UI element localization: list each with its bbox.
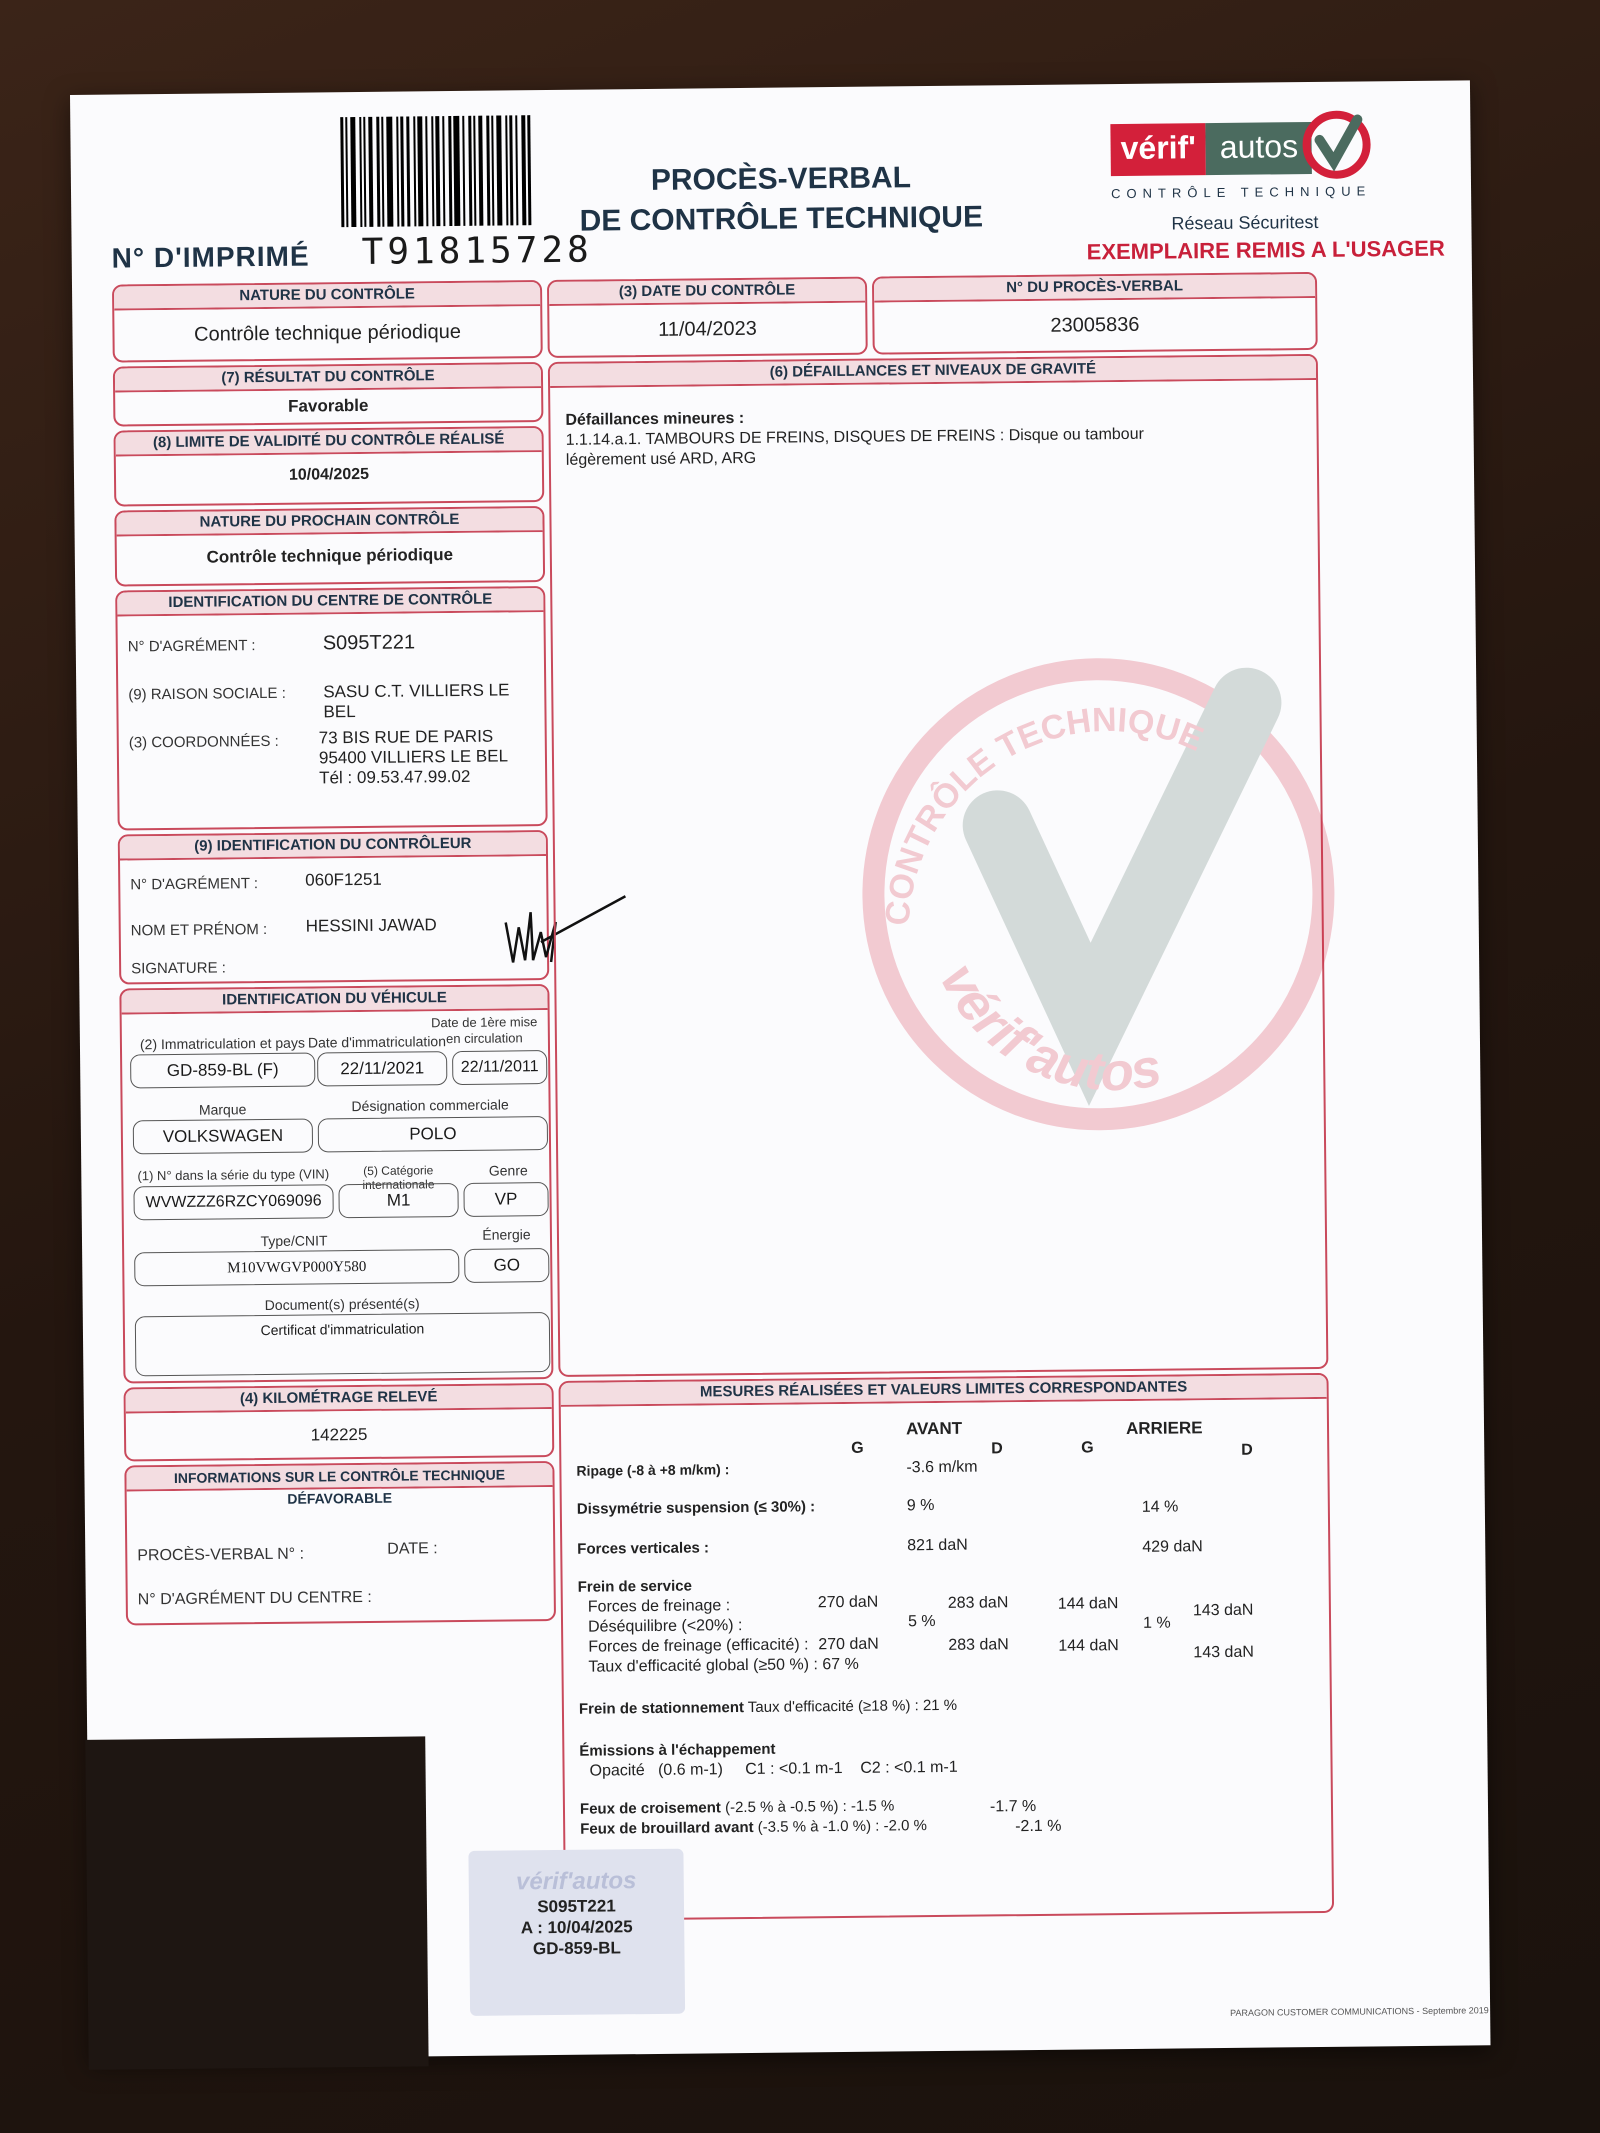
defavorable-box: INFORMATIONS SUR LE CONTRÔLE TECHNIQUE DÉFAVORABLE PROCÈS-VERBAL N° : DATE : N° D'AGRÉMENT DU CENTRE : <box>124 1461 556 1625</box>
documents-value: Certificat d'immatriculation <box>135 1312 551 1376</box>
limite-value: 10/04/2025 <box>288 465 370 484</box>
check-icon <box>1302 109 1373 180</box>
immat-value: GD-859-BL (F) <box>130 1052 315 1088</box>
imprime-label: N° D'IMPRIMÉ <box>111 240 310 274</box>
barcode <box>340 115 591 228</box>
nature-controle-value: Contrôle technique périodique <box>193 320 462 346</box>
num-pv-box: N° DU PROCÈS-VERBAL 23005836 <box>872 272 1318 355</box>
svg-text:CONTRÔLE TECHNIQUE: CONTRÔLE TECHNIQUE <box>878 700 1209 927</box>
date-circ-value: 22/11/2011 <box>452 1050 547 1085</box>
prochain-box: NATURE DU PROCHAIN CONTRÔLE Contrôle technique périodique <box>114 506 545 586</box>
designation-value: POLO <box>318 1116 548 1152</box>
resultat-value: Favorable <box>288 395 369 416</box>
cnit-value: M10VWGVP000Y580 <box>134 1249 459 1286</box>
genre-value: VP <box>463 1182 548 1217</box>
footer: PARAGON CUSTOMER COMMUNICATIONS - Septembre 2019 <box>1230 2005 1489 2018</box>
ripage-value: -3.6 m/km <box>906 1458 978 1477</box>
defaillance-line1: 1.1.14.a.1. TAMBOURS DE FREINS, DISQUES DE FREINS : Disque ou tambour <box>565 425 1144 449</box>
prochain-value: Contrôle technique périodique <box>206 545 454 567</box>
vin-value: WVWZZZ6RZCY069096 <box>133 1184 333 1220</box>
controleur-nom: HESSINI JAWAD <box>305 915 437 936</box>
centre-addr2: 95400 VILLIERS LE BEL <box>318 746 509 768</box>
kilometrage-box: (4) KILOMÉTRAGE RELEVÉ 142225 <box>124 1383 555 1461</box>
mesures-box: MESURES RÉALISÉES ET VALEURS LIMITES CORRESPONDANTES AVANT ARRIERE G D G D Ripage (-8 à +8 m/km) : -3.6 m/km Dissymétrie suspension (≤ 30%) : 9 % 14 % Forces verticales : 821 daN 429 daN Frein de service Forces de freinage : 270 daN 283 daN 144 daN 143 daN Déséquilibre (<20%) : 5 % 1 % Forces de freinage (efficacité) : 270 daN 283 daN 144 daN 143 daN Taux d'efficacité global (≥50 %) : 67 % Frein de stationnement Taux d'efficacité (≥18 %) : 21 % Émissions à l'échappement Opacité (0.6 m-1) C1 : <0.1 m-1 C2 : <0.1 m-1 Feux de croisement (-2.5 % à -0.5 %) : -1.5 % -1.7 % Feux de brouillard avant (-3.5 % à -1.0 %) : -2.0 % -2.1 % <box>558 1373 1334 1921</box>
svg-text:vérif'autos: vérif'autos <box>928 953 1166 1103</box>
date-controle-value: 11/04/2023 <box>658 317 757 341</box>
date-controle-box: (3) DATE DU CONTRÔLE 11/04/2023 <box>547 277 868 358</box>
centre-addr1: 73 BIS RUE DE PARIS <box>318 726 494 748</box>
energie-value: GO <box>464 1248 549 1283</box>
watermark-logo <box>846 642 1351 1147</box>
vehicule-box: IDENTIFICATION DU VÉHICULE (2) Immatriculation et pays Date d'immatriculation Date de 1ère mise en circulation GD-859-BL (F) 22/11/2021 22/11/2011 Marque Désignation commerciale VOLKSWAGEN POLO (1) N° dans la série du type (VIN) (5) Catégorie internationale Genre WVWZZZ6RZCY069096 M1 VP Type/CNIT Énergie M10VWGVP000Y580 GO Document(s) présenté(s) Certificat d'immatriculation <box>119 984 553 1383</box>
controleur-agrement: 060F1251 <box>305 869 382 890</box>
verif-autos-logo: vérif' autos CONTRÔLE TECHNIQUE <box>1110 101 1431 214</box>
page-title: PROCÈS-VERBAL DE CONTRÔLE TECHNIQUE <box>579 161 984 238</box>
imprime-number: T91815728 <box>361 229 593 273</box>
inspection-sticker: vérif'autos S095T221 A : 10/04/2025 GD-859-BL <box>468 1849 685 2016</box>
nature-controle-box: NATURE DU CONTRÔLE Contrôle technique périodique <box>112 280 543 362</box>
torn-corner <box>85 1736 428 2070</box>
exemplaire-label: EXEMPLAIRE REMIS A L'USAGER <box>1086 235 1445 265</box>
resultat-box: (7) RÉSULTAT DU CONTRÔLE Favorable <box>113 362 544 426</box>
categorie-value: M1 <box>338 1183 458 1218</box>
limite-box: (8) LIMITE DE VALIDITÉ DU CONTRÔLE RÉALISÉ 10/04/2025 <box>114 426 545 506</box>
defaillances-box: (6) DÉFAILLANCES ET NIVEAUX DE GRAVITÉ Défaillances mineures : 1.1.14.a.1. TAMBOURS DE FREINS, DISQUES DE FREINS : Disque ou tambour légèrement usé ARD, ARG <box>548 354 1329 1377</box>
reseau-label: Réseau Sécuritest <box>1171 211 1319 234</box>
inspection-report <box>70 80 1491 2060</box>
num-pv-value: 23005836 <box>1050 313 1140 337</box>
defaillances-title: Défaillances mineures : <box>565 409 745 429</box>
centre-raison: SASU C.T. VILLIERS LE BEL <box>323 680 510 722</box>
kilometrage-value: 142225 <box>310 1424 368 1445</box>
defaillance-line2: légèrement usé ARD, ARG <box>565 449 757 469</box>
centre-agrement: S095T221 <box>322 631 416 655</box>
centre-box: IDENTIFICATION DU CENTRE DE CONTRÔLE N° D'AGRÉMENT : S095T221 (9) RAISON SOCIALE : SASU C.T. VILLIERS LE BEL (3) COORDONNÉES : 73 BIS RUE DE PARIS 95400 VILLIERS LE BEL Tél : 09.53.47.99.02 <box>115 586 547 830</box>
centre-tel: Tél : 09.53.47.99.02 <box>319 766 471 788</box>
marque-value: VOLKSWAGEN <box>133 1119 313 1155</box>
controleur-box: (9) IDENTIFICATION DU CONTRÔLEUR N° D'AGRÉMENT : 060F1251 NOM ET PRÉNOM : HESSINI JAWAD SIGNATURE : <box>118 830 550 984</box>
date-immat-value: 22/11/2021 <box>317 1051 447 1086</box>
